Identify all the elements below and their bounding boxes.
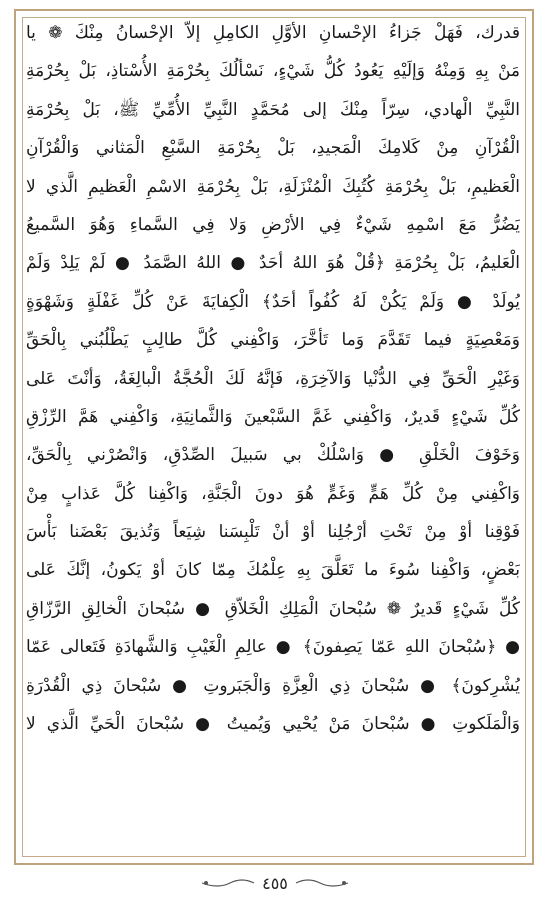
text-line: مَنْ بِهِ وَمِنْهُ وَإلَيْهِ يَعُودُ كُلُّ شَيْءٍ، نَسْألُكَ بِحُرْمَةِ الأُسْتاذِ، بَلْ بِحُرْمَةِ (26, 61, 520, 82)
text-line: وَخَوْفَ الْخَلْقِ ● وَاسْلُكْ بي سَبيلَ الصِّدْقِ، وَانْصُرْني بِالْحَقِّ، (26, 445, 520, 466)
text-line: فَوْقِنا أوْ مِنْ تَحْتِ أرْجُلِنا أوْ أنْ تَلْبِسَنا شِيَعاً وَتُذيقَ بَعْضَنا بَأْسَ (26, 522, 520, 543)
text-line: وَاكْفِني مِنْ كُلِّ هَمٍّ وَغَمٍّ هُوَ دونَ الْجَنَّةِ، وَاكْفِنا كُلَّ عَذابٍ مِنْ (26, 483, 520, 504)
text-line: يَضُرُّ مَعَ اسْمِهِ شَيْءٌ فِي الأرْضِ وَلا فِي السَّماءِ وَهُوَ السَّميعُ (26, 214, 520, 235)
text-line: كُلِّ شَيْءٍ قَديرٌ ❁ سُبْحانَ الْمَلِكِ الْخَلاّقِ ● سُبْحانَ الْخالِقِ الرَّزّاقِ (26, 598, 520, 619)
page-footer (0, 868, 550, 898)
ornament-right-icon (294, 876, 350, 890)
text-line: وَمَعْصِيَةٍ فيما تَقَدَّمَ وَما تَأخَّرَ، وَاكْفِني كُلَّ طالِبٍ يَطْلُبُني بِالْحَقِّ (26, 330, 520, 351)
text-line: يُشْرِكونَ﴾ ● سُبْحانَ ذِي الْعِزَّةِ وَالْجَبَروتِ ● سُبْحانَ ذِي الْقُدْرَةِ (26, 675, 520, 696)
text-block (26, 14, 520, 743)
text-line: كُلِّ شَيْءٍ قَديرٌ، وَاكْفِني غَمَّ السَّبْعينَ وَالثَّمانِيَةِ، وَاكْفِني هَمَّ الرِّزْقِ (26, 406, 520, 427)
text-line: يُولَدْ ● وَلَمْ يَكُنْ لَهُ كُفُواً أحَدٌ﴾ الْكِفايَةَ عَنْ كُلِّ غَفْلَةٍ وَشَهْوَةٍ (26, 291, 520, 312)
text-line: ● ﴿سُبْحانَ اللهِ عَمّا يَصِفونَ﴾ ● عالِمِ الْغَيْبِ وَالشَّهادَةِ فَتَعالى عَمّا (26, 637, 520, 658)
text-line: الْعَليمُ، بَلْ بِحُرْمَةِ ﴿قُلْ هُوَ اللهُ أحَدٌ ● اللهُ الصَّمَدُ ● لَمْ يَلِدْ وَلَمْ (26, 253, 520, 274)
text-line: الْعَظيمِ، بَلْ بِحُرْمَةِ كُتُبِكَ الْمُنْزَلَةِ، بَلْ بِحُرْمَةِ الاسْمِ الْعَظيمِ الَّذي لا (26, 176, 520, 197)
text-line: بَعْضٍ، وَاكْفِنا سُوءَ ما تَعَلَّقَ بِهِ عِلْمُكَ مِمّا كانَ أوْ يَكونُ، إنَّكَ عَلى (26, 560, 520, 581)
ornament-left-icon (200, 876, 256, 890)
page-number: ٤٥٥ (262, 873, 288, 893)
text-line: وَالْمَلَكوتِ ● سُبْحانَ مَنْ يُحْيي وَيُميتُ ● سُبْحانَ الْحَيِّ الَّذي لا (26, 714, 520, 735)
text-line: قدرك، فَهَلْ جَزاءُ الإحْسانِ الأوَّلِ الكامِلِ إلاّ الإحْسانُ مِنْكَ ❁ يا (26, 23, 520, 43)
text-line: الْقُرْآنِ مِنْ كَلامِكَ الْمَجيدِ، بَلْ بِحُرْمَةِ السَّبْعِ الْمَثاني وَالْقُرْآنِ (26, 138, 520, 159)
text-line: النَّبِيِّ الْهادي، سِرّاً مِنْكَ إلى مُحَمَّدٍ النَّبِيِّ الأُمِّيِّ ﷺ، بَلْ بِحُرْمَةِ (26, 99, 520, 120)
text-line: وَغَيْرِ الْحَقِّ فِي الدُّنْيا وَالآخِرَةِ، فَإنَّهُ لَكَ الْحُجَّةُ الْبالِغَةُ، وَأنْتَ عَلى (26, 368, 520, 389)
